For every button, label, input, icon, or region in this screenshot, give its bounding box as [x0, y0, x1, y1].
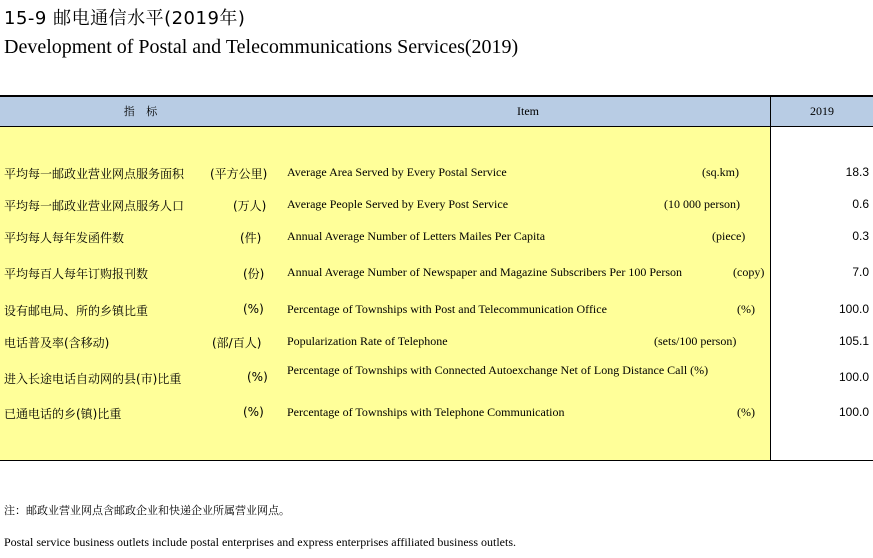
row-label-en: Average Area Served by Every Postal Service — [287, 165, 507, 179]
row-unit-en: (%) — [690, 363, 709, 377]
row-unit-cn: (%) — [247, 370, 268, 384]
header-item: Item — [517, 104, 539, 118]
row-unit-en: (piece) — [712, 229, 746, 243]
row-label-cn: 已通电话的乡(镇)比重 — [4, 407, 122, 421]
row-value: 18.3 — [845, 165, 869, 179]
row-label-cn: 平均每人每年发函件数 — [4, 231, 125, 245]
row-label-en: Annual Average Number of Newspaper and Magazine Subscribers Per 100 Person — [287, 265, 682, 279]
row-value: 0.3 — [852, 229, 869, 243]
row-label-en: Annual Average Number of Letters Mailes Per Capita — [287, 229, 546, 243]
header-indicator: 指 标 — [123, 105, 162, 118]
row-label-cn: 进入长途电话自动网的县(市)比重 — [4, 372, 182, 386]
row-value: 0.6 — [852, 197, 869, 211]
column-divider — [770, 127, 771, 460]
row-unit-en: (%) — [737, 302, 755, 316]
row-unit-cn: (%) — [243, 405, 264, 419]
table-title-cn: 15-9 邮电通信水平(2019年) — [4, 8, 246, 29]
row-label-en: Popularization Rate of Telephone — [287, 334, 448, 348]
row-label-en: Average People Served by Every Post Service — [287, 197, 509, 211]
row-unit-en: (copy) — [733, 265, 765, 279]
table-title-en: Development of Postal and Telecommunications Services(2019) — [4, 36, 519, 58]
row-label-cn: 平均每一邮政业营业网点服务人口 — [4, 199, 185, 213]
row-unit-en: (sets/100 person) — [654, 334, 737, 348]
row-label-cn: 平均每一邮政业营业网点服务面积 — [4, 167, 185, 181]
row-unit-cn: (平方公里) — [210, 167, 268, 181]
row-label-en: Percentage of Townships with Telephone Communication — [287, 405, 565, 419]
row-value: 100.0 — [838, 370, 869, 384]
footnote-cn: 注：邮政业营业网点含邮政企业和快递企业所属营业网点。 — [4, 504, 290, 517]
row-unit-en: (sq.km) — [702, 165, 739, 179]
row-unit-cn: (件) — [240, 231, 262, 245]
row-value: 100.0 — [838, 302, 869, 316]
header-divider — [770, 97, 771, 126]
header-year: 2019 — [810, 104, 834, 118]
row-unit-cn: (份) — [243, 267, 265, 281]
row-label-en: Percentage of Townships with Connected Autoexchange Net of Long Distance Call (%) — [287, 363, 709, 377]
row-value: 7.0 — [852, 265, 869, 279]
row-label-en: Percentage of Townships with Post and Telecommunication Office — [287, 302, 607, 316]
bottom-rule — [0, 460, 873, 461]
row-unit-en: (10 000 person) — [664, 197, 740, 211]
row-label-cn: 设有邮电局、所的乡镇比重 — [4, 304, 149, 318]
row-label-cn: 平均每百人每年订购报刊数 — [4, 267, 149, 281]
row-unit-cn: (部/百人) — [212, 336, 262, 350]
row-label-cn: 电话普及率(含移动) — [4, 336, 110, 350]
row-unit-cn: (%) — [243, 302, 264, 316]
row-value: 100.0 — [838, 405, 869, 419]
footnote-en: Postal service business outlets include postal enterprises and express enterprises affiliated business outlets. — [4, 535, 516, 549]
row-unit-en: (%) — [737, 405, 755, 419]
row-unit-cn: (万人) — [233, 199, 267, 213]
table-header — [0, 97, 873, 127]
row-value: 105.1 — [838, 334, 869, 348]
